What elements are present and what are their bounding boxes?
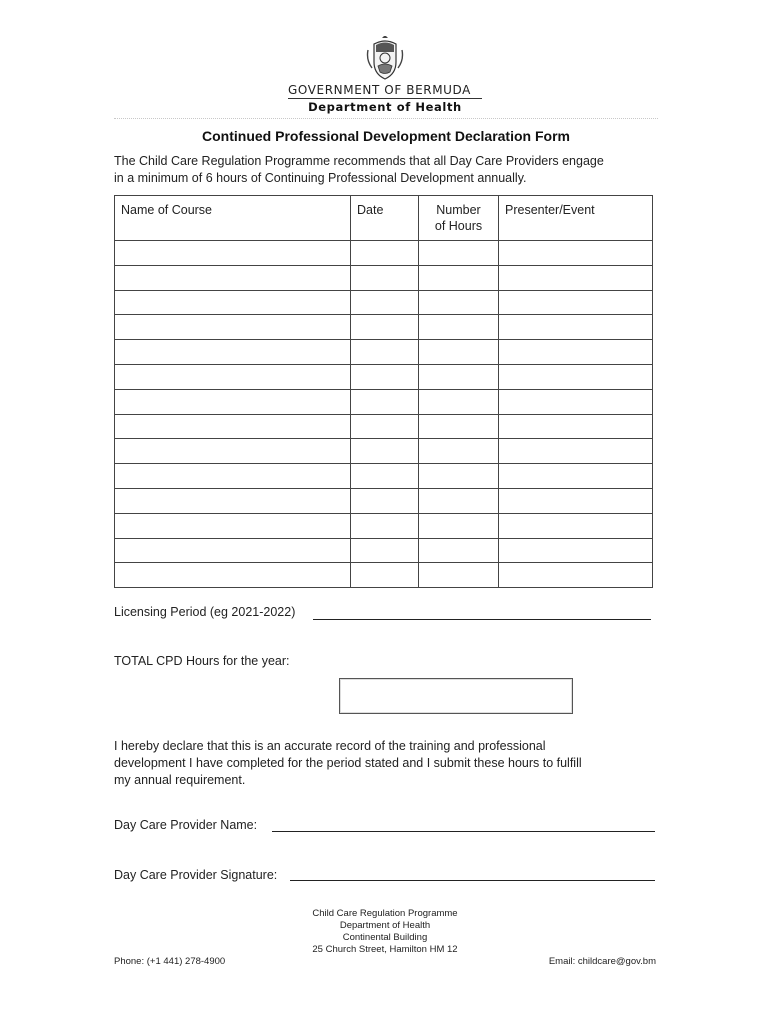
table-cell-course[interactable] [115, 439, 351, 464]
table-cell-hours[interactable] [419, 464, 499, 489]
licensing-period-field[interactable] [313, 619, 651, 620]
table-row [115, 315, 653, 340]
footer-address-block [250, 908, 520, 956]
table-cell-presenter[interactable] [499, 340, 653, 365]
table-row [115, 563, 653, 588]
table-cell-course[interactable] [115, 563, 351, 588]
table-cell-hours[interactable] [419, 389, 499, 414]
table-cell-presenter[interactable] [499, 563, 653, 588]
table-cell-course[interactable] [115, 315, 351, 340]
footer-department: Department of Health [339, 920, 431, 931]
intro-line: The Child Care Regulation Programme recommends that all Day Care Providers engage [114, 154, 604, 168]
table-cell-presenter[interactable] [499, 290, 653, 315]
hours-header-line: of Hours [434, 219, 483, 233]
table-row [115, 488, 653, 513]
table-cell-hours[interactable] [419, 439, 499, 464]
table-cell-presenter[interactable] [499, 513, 653, 538]
table-cell-hours[interactable] [419, 488, 499, 513]
table-cell-hours[interactable] [419, 364, 499, 389]
table-cell-date[interactable] [351, 315, 419, 340]
provider-name-label: Day Care Provider Name: [114, 818, 258, 832]
table-cell-hours[interactable] [419, 265, 499, 290]
table-cell-date[interactable] [351, 488, 419, 513]
column-header-hours [419, 196, 499, 241]
table-cell-course[interactable] [115, 488, 351, 513]
table-cell-presenter[interactable] [499, 464, 653, 489]
table-row [115, 513, 653, 538]
government-title: GOVERNMENT OF BERMUDA [288, 83, 471, 97]
table-cell-presenter[interactable] [499, 389, 653, 414]
table-cell-course[interactable] [115, 538, 351, 563]
header-separator [114, 118, 658, 119]
hours-header-line: Number [436, 203, 481, 217]
table-cell-course[interactable] [115, 265, 351, 290]
table-cell-date[interactable] [351, 439, 419, 464]
table-cell-hours[interactable] [419, 563, 499, 588]
table-row [115, 389, 653, 414]
table-cell-date[interactable] [351, 290, 419, 315]
table-cell-hours[interactable] [419, 315, 499, 340]
table-cell-date[interactable] [351, 464, 419, 489]
cpd-table [114, 195, 653, 588]
table-cell-course[interactable] [115, 364, 351, 389]
declaration-paragraph [114, 738, 674, 789]
table-cell-course[interactable] [115, 241, 351, 266]
footer-building: Continental Building [342, 932, 428, 943]
table-row [115, 464, 653, 489]
licensing-period-label: Licensing Period (eg 2021-2022) [114, 605, 296, 619]
table-cell-hours[interactable] [419, 414, 499, 439]
table-cell-course[interactable] [115, 414, 351, 439]
footer-address: 25 Church Street, Hamilton HM 12 [312, 944, 458, 955]
header-rule [288, 98, 482, 99]
intro-line: in a minimum of 6 hours of Continuing Professional Development annually. [114, 171, 527, 185]
table-row [115, 290, 653, 315]
table-cell-presenter[interactable] [499, 414, 653, 439]
table-cell-date[interactable] [351, 389, 419, 414]
column-header-presenter: Presenter/Event [499, 196, 653, 241]
table-row [115, 439, 653, 464]
column-header-date: Date [351, 196, 419, 241]
table-cell-presenter[interactable] [499, 364, 653, 389]
table-cell-date[interactable] [351, 538, 419, 563]
total-cpd-hours-field[interactable] [339, 678, 573, 714]
intro-paragraph [114, 153, 674, 187]
table-cell-course[interactable] [115, 513, 351, 538]
provider-name-field[interactable] [272, 831, 655, 832]
column-header-course: Name of Course [115, 196, 351, 241]
table-row [115, 265, 653, 290]
table-cell-presenter[interactable] [499, 315, 653, 340]
table-cell-date[interactable] [351, 241, 419, 266]
table-header-row [115, 196, 653, 241]
declaration-line: my annual requirement. [114, 773, 246, 787]
table-row [115, 538, 653, 563]
table-cell-hours[interactable] [419, 241, 499, 266]
table-cell-date[interactable] [351, 414, 419, 439]
table-cell-presenter[interactable] [499, 488, 653, 513]
table-cell-course[interactable] [115, 340, 351, 365]
table-cell-hours[interactable] [419, 340, 499, 365]
table-cell-date[interactable] [351, 265, 419, 290]
footer-programme: Child Care Regulation Programme [312, 908, 458, 919]
table-cell-course[interactable] [115, 464, 351, 489]
table-row [115, 241, 653, 266]
department-title: Department of Health [308, 100, 462, 114]
table-row [115, 414, 653, 439]
footer-email[interactable]: Email: childcare@gov.bm [548, 956, 656, 967]
bermuda-crest-logo [362, 36, 408, 82]
table-cell-presenter[interactable] [499, 439, 653, 464]
table-cell-hours[interactable] [419, 290, 499, 315]
form-title: Continued Professional Development Declaration Form [202, 128, 570, 144]
table-cell-date[interactable] [351, 513, 419, 538]
table-cell-hours[interactable] [419, 513, 499, 538]
table-cell-date[interactable] [351, 364, 419, 389]
provider-signature-field[interactable] [290, 880, 655, 881]
table-cell-presenter[interactable] [499, 265, 653, 290]
footer-phone: Phone: (+1 441) 278-4900 [114, 956, 226, 967]
table-cell-course[interactable] [115, 389, 351, 414]
declaration-line: I hereby declare that this is an accurate record of the training and professional [114, 739, 546, 753]
declaration-line: development I have completed for the period stated and I submit these hours to fulfill [114, 756, 582, 770]
table-cell-date[interactable] [351, 563, 419, 588]
total-cpd-label: TOTAL CPD Hours for the year: [114, 654, 290, 668]
table-cell-date[interactable] [351, 340, 419, 365]
table-cell-presenter[interactable] [499, 538, 653, 563]
provider-signature-label: Day Care Provider Signature: [114, 868, 278, 882]
table-cell-course[interactable] [115, 290, 351, 315]
table-row [115, 364, 653, 389]
table-cell-presenter[interactable] [499, 241, 653, 266]
table-cell-hours[interactable] [419, 538, 499, 563]
cpd-table-body [115, 241, 653, 588]
table-row [115, 340, 653, 365]
